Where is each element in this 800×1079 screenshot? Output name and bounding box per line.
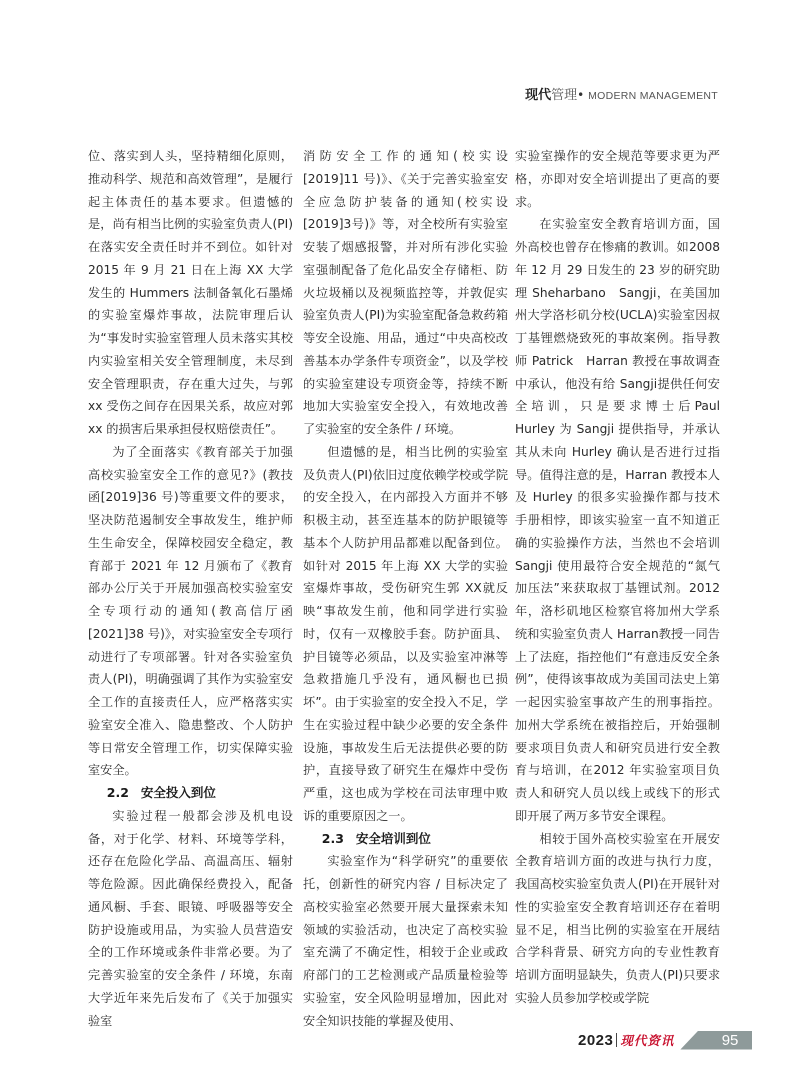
paragraph: 消防安全工作的通知(校实设[2019]11 号)》、《关于完善实验室安全应急防护装备的通知(校实设[2019]3号)》等，对全校所有实验室安装了烟感报警，并对所有涉化实验室强制配备了危化品安全存储柜、防火垃圾桶以及视频监控等，并敦促实验室负责人(PI)为实验室配备急救药箱等安全设施、用品，通过“中央高校改善基本办学条件专项资金”，以及学校的实验室建设专项资金等，持续不断地加大实验室安全投入，有效地改善了实验室的安全条件 / 环境。 [303, 149, 508, 436]
footer-divider [616, 1033, 617, 1047]
paragraph: 在实验室安全教育培训方面，国外高校也曾存在惨痛的教训。如2008 年 12 月 29 日发生的 23 岁的研究助理 Sheharbano Sangji，在美国加州大学洛杉矶分校(UCLA)实验室因叔丁基锂燃烧致死的事故案例。指导教师 Patrick Harran 教授在事故调查中承认，他没有给 Sangji提供任何安全培训，只是要求博士后Paul Hurley 为 Sangji 提供指导，并承认其从未向 Hurley 确认是否进行过指导。值得注意的是，Harran 教授本人及 Hurley 的很多实验操作都与技术手册相悖，即该实验室一直不知道正确的实验操作方法，当然也不会培训 Sangji 使用最符合安全规范的“氮气加压法”来获取叔丁基锂试剂。2012 年，洛杉矶地区检察官将加州大学系统和实验室负责人 Harran教授一同告上了法庭，指控他们“有意违反安全条例”，使得该事故成为美国司法史上第一起因实验室事故产生的刑事指控。加州大学系统在被指控后，开始强制要求项目负责人和研究员进行安全教育与培训，在2012 年实验室项目负责人和研究人员以线上或线下的形式即开展了两万多节安全课程。 [515, 217, 733, 823]
section-heading-2-3 [303, 828, 508, 851]
paragraph: 为了全面落实《教育部关于加强高校实验室安全工作的意见?》(教技函[2019]36 号)等重要文件的要求，坚决防范遏制安全事故发生，维护师生生命安全，保障校园安全稳定，教育部于 2021 年 12 月颁布了《教育部办公厅关于开展加强高校实验室安全专项行动的通知(教高信厅函[2021]38 号)》，对实验室安全专项行动进行了专项部署。针对各实验室负责人(PI)，明确强调了其作为实验室安全工作的直接责任人，应严格落实实验室安全准入、隐患整改、个人防护等日常安全管理工作，切实保障实验室安全。 [88, 444, 293, 778]
section-number: 2.3 [321, 830, 344, 846]
paragraph: 但遗憾的是，相当比例的实验室及负责人(PI)依旧过度依赖学校或学院的安全投入，在内部投入方面并不够积极主动，甚至连基本的防护眼镜等基本个人防护用品都难以配备到位。如针对 2015 年上海 XX 大学的实验室爆炸事故，受伤研究生郭 XX就反映“事故发生前，他和同学进行实验时，仅有一双橡胶手套。防护面具、护目镜等必须品，以及实验室冲淋等急救措施几乎没有，通风橱也已损坏”。由于实验室的安全投入不足，学生在实验过程中缺少必要的安全条件设施，事故发生后无法提供必要的防护，直接导致了研究生在爆炸中受伤严重，这也成为学校在司法审理中败诉的重要原因之一。 [303, 444, 508, 823]
magazine-logo: 现代资讯 [620, 1033, 675, 1048]
paragraph: 实验过程一般都会涉及机电设备，对于化学、材料、环境等学科，还存在危险化学品、高温高压、辐射等危险源。因此确保经费投入，配备通风橱、手套、眼镜、呼吸器等安全防护设施或用品，为实验人员营造安全的工作环境或条件非常必要。为了完善实验室的安全条件 / 环境，东南大学近年来先后发布了《关于加强实验室 [88, 808, 293, 1028]
text-column-1 [88, 145, 293, 1032]
section-heading-text: 安全投入到位 [140, 785, 216, 800]
text-column-2 [303, 145, 508, 1032]
section-title-bold: 现代 [525, 88, 552, 103]
page-footer [578, 1029, 752, 1051]
section-title-english: MODERN MANAGEMENT [588, 90, 718, 102]
section-heading-text: 安全培训到位 [355, 830, 431, 846]
page-number-badge [680, 1031, 752, 1050]
paragraph: 实验室作为“科学研究”的重要依托，创新性的研究内容 / 目标决定了高校实验室必然要开展大量探索未知领域的实验活动，也决定了高校实验室充满了不确定性，相较于企业或政府部门的工艺检测或产品质量检验等实验室，安全风险明显增加，因此对安全知识技能的掌握及使用、 [303, 854, 508, 1028]
header-separator: • [577, 88, 585, 102]
paragraph: 位、落实到人头，坚持精细化原则，推动科学、规范和高效管理”，是履行起主体责任的基本要求。但遗憾的是，尚有相当比例的实验室负责人(PI)在落实安全责任时并不到位。如针对2015 年 9 月 21 日在上海 XX 大学发生的 Hummers 法制备氧化石墨烯的实验室爆炸事故，法院审理后认为“事发时实验室管理人员未落实其校内实验室相关安全管理制度，未尽到安全管理职责，存在重大过失，与郭 xx 受伤之间存在因果关系，故应对郭 xx 的损害后果承担侵权赔偿责任”。 [88, 149, 293, 436]
text-column-3 [515, 145, 733, 1010]
running-header [525, 84, 718, 103]
page-number: 95 [721, 1031, 739, 1049]
section-heading-2-2 [88, 782, 293, 805]
section-title-light: 管理 [551, 88, 578, 103]
paragraph: 相较于国外高校实验室在开展安全教育培训方面的改进与执行力度，我国高校实验室负责人(PI)在开展针对性的实验室安全教育培训还存在着明显不足，相当比例的实验室在开展结合学科背景、研究方向的专业性教育培训方面明显缺失，负责人(PI)只要求实验人员参加学校或学院 [515, 831, 720, 1005]
section-number: 2.2 [106, 785, 129, 800]
paragraph: 实验室操作的安全规范等要求更为严格，亦即对安全培训提出了更高的要求。 [515, 149, 720, 209]
issue-year: 2023 [578, 1031, 614, 1049]
page-number-background [680, 1031, 752, 1050]
